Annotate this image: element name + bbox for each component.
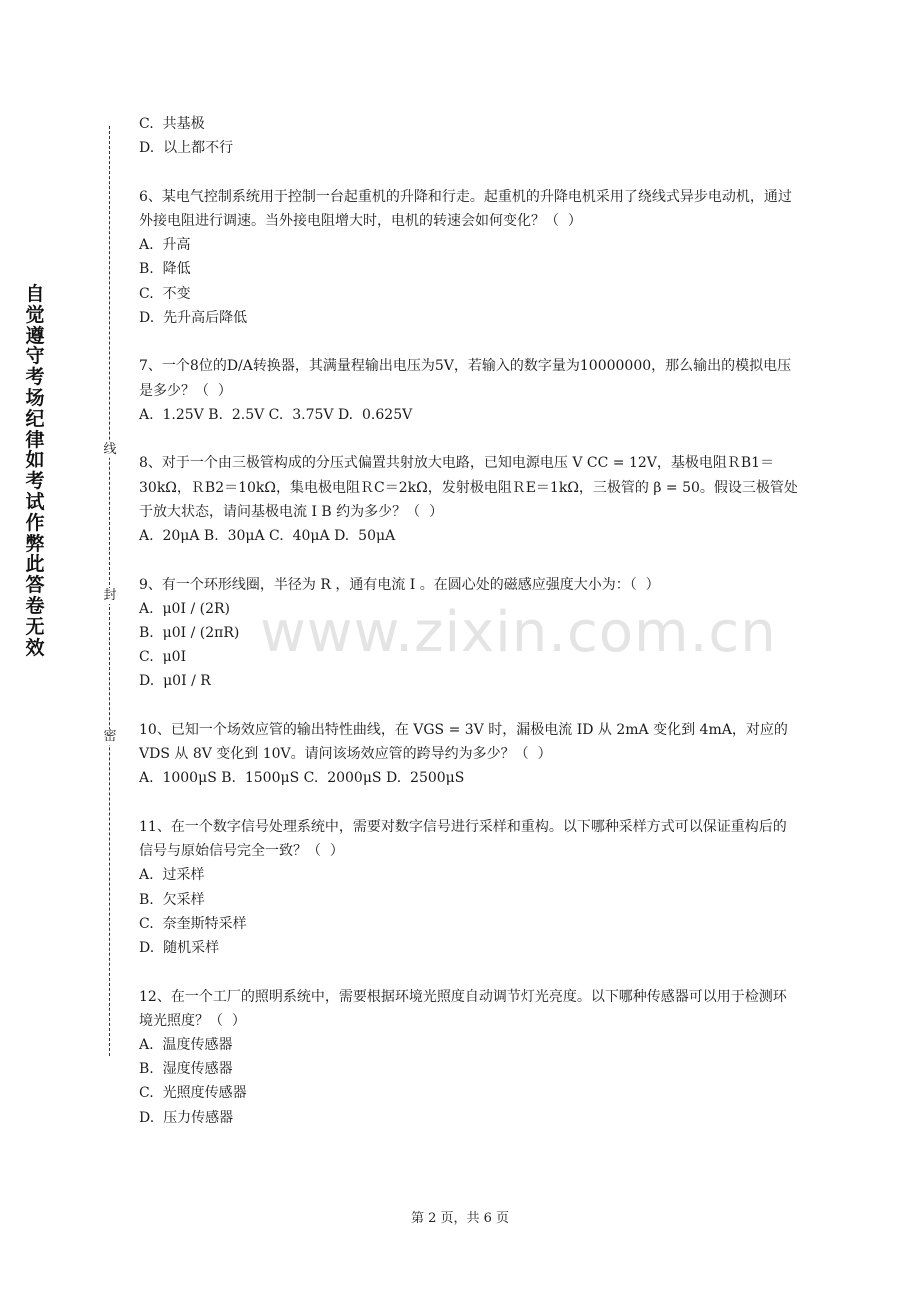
option-a: A. 升高 — [139, 237, 191, 254]
option-d: D. μ0I / R — [139, 673, 211, 690]
seal-label-xian: 线 — [100, 442, 120, 458]
option-d: D. 随机采样 — [139, 940, 220, 957]
option-a: A. 温度传感器 — [139, 1037, 233, 1054]
option-a: A. μ0I / (2R) — [139, 600, 230, 617]
option-c: C. μ0I — [139, 649, 187, 666]
question-content — [139, 112, 799, 1154]
option-d: D. 以上都不行 — [139, 140, 234, 157]
question-stem: 10、已知一个场效应管的输出特性曲线，在 VGS = 3V 时，漏极电流 ID 从 2mA 变化到 4mA，对应的 VDS 从 8V 变化到 10V。请问该场效应管的跨导约为多少？（ ） — [139, 722, 793, 763]
option-c: C. 奈奎斯特采样 — [139, 915, 247, 932]
seal-label-feng: 封 — [100, 588, 120, 604]
watermark: www.zixin.com.cn — [260, 600, 777, 665]
options-row: A. 20μA B. 30μA C. 40μA D. 50μA — [139, 528, 396, 545]
option-c: C. 不变 — [139, 285, 191, 302]
options-row: A. 1.25V B. 2.5V C. 3.75V D. 0.625V — [139, 406, 413, 423]
question-11 — [139, 815, 799, 960]
option-d: D. 压力传感器 — [139, 1109, 234, 1126]
question-stem: 12、在一个工厂的照明系统中，需要根据环境光照度自动调节灯光亮度。以下哪种传感器可以用于检测环境光照度？（ ） — [139, 988, 787, 1029]
options-row: A. 1000μS B. 1500μS C. 2000μS D. 2500μS — [139, 770, 465, 787]
question-6 — [139, 185, 799, 330]
page-footer: 第 2 页，共 6 页 — [410, 1211, 510, 1226]
seal-label-mi: 密 — [100, 729, 120, 745]
option-b: B. 湿度传感器 — [139, 1061, 233, 1078]
option-b: B. μ0I / (2πR) — [139, 625, 240, 642]
question-stem: 7、一个8位的D/A转换器，其满量程输出电压为5V，若输入的数字量为10000000，那么输出的模拟电压是多少？（ ） — [139, 358, 792, 399]
question-stem: 9、有一个环形线圈，半径为 R ，通有电流 I 。在圆心处的磁感应强度大小为：（ ） — [139, 576, 660, 593]
margin-notice: 自觉遵守考场纪律如考试作弊此答卷无效 — [25, 283, 45, 659]
question-8 — [139, 451, 799, 548]
option-b: B. 降低 — [139, 261, 191, 278]
question-5-continued — [139, 112, 799, 160]
question-stem: 6、某电气控制系统用于控制一台起重机的升降和行走。起重机的升降电机采用了绕线式异步电动机，通过外接电阻进行调速。当外接电阻增大时，电机的转速会如何变化？（ ） — [139, 188, 792, 229]
question-stem: 11、在一个数字信号处理系统中，需要对数字信号进行采样和重构。以下哪种采样方式可以保证重构后的信号与原始信号完全一致？（ ） — [139, 819, 787, 860]
option-c: C. 共基极 — [139, 116, 205, 132]
question-10 — [139, 718, 799, 791]
question-9 — [139, 573, 799, 694]
option-d: D. 先升高后降低 — [139, 309, 248, 326]
option-a: A. 过采样 — [139, 867, 205, 884]
question-7 — [139, 354, 799, 427]
option-b: B. 欠采样 — [139, 891, 205, 908]
question-stem: 8、对于一个由三极管构成的分压式偏置共射放大电路，已知电源电压 V CC = 12V，基极电阻ＲB1＝30kΩ，ＲB2＝10kΩ，集电极电阻ＲC＝2kΩ，发射极电阻ＲE＝1kΩ，三极管的 β = 50。假设三极管处于放大状态，请问基极电流 I B 约为多少？（ ） — [139, 455, 798, 520]
option-c: C. 光照度传感器 — [139, 1085, 247, 1102]
question-12 — [139, 985, 799, 1130]
